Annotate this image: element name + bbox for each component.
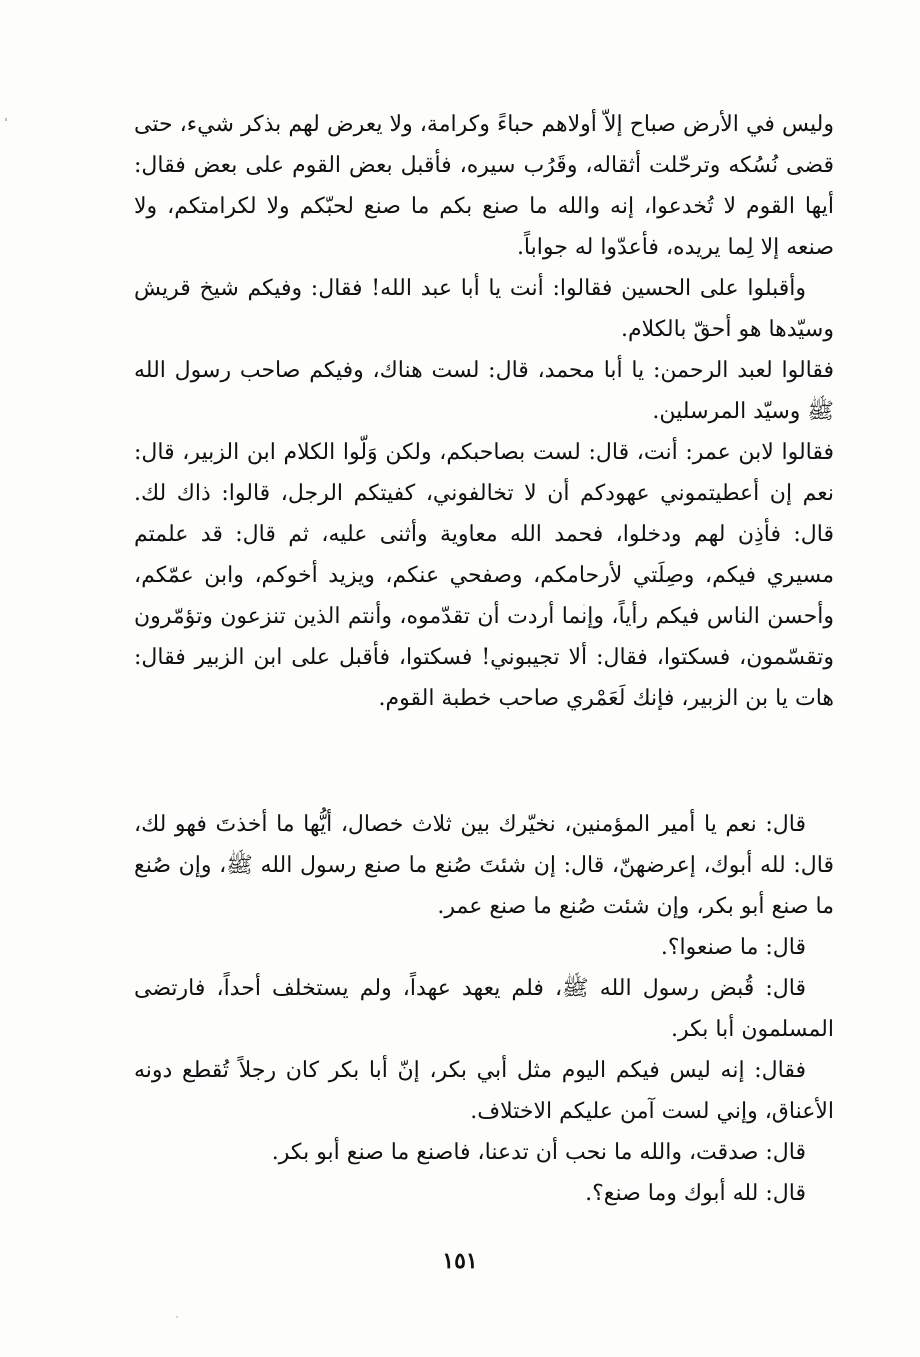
paragraph: قال: لله أبوك وما صنع؟.	[585, 1181, 806, 1206]
paragraph: قال: نعم يا أمير المؤمنين، نخيّرك بين ثلاث خصال، أيُّها ما أخذتَ فهو لك، قال: لله أبوك، إعرضهنّ، قال: إن شئتَ صُنع ما صنع رسول الله ﷺ، وإن صُنع ما صنع أبو بكر، وإن شئت صُنع ما صنع عمر.	[134, 812, 834, 919]
text-block-top	[134, 104, 834, 719]
scan-speck	[176, 1316, 178, 1318]
text-block-bottom	[134, 804, 834, 1214]
paragraph: قال: ما صنعوا؟.	[660, 935, 806, 960]
page-number: ١٥١	[442, 1248, 478, 1274]
paragraph: وأقبلوا على الحسين فقالوا: أنت يا أبا عبد الله! فقال: وفيكم شيخ قريش وسيّدها هو أحقّ بالكلام.	[134, 276, 834, 342]
paragraph: فقالوا لعبد الرحمن: يا أبا محمد، قال: لست هناك، وفيكم صاحب رسول الله ﷺ وسيّد المرسلين.	[134, 358, 834, 424]
scan-margin-mark	[5, 118, 7, 121]
paragraph: قال: قُبض رسول الله ﷺ، فلم يعهد عهداً، ولم يستخلف أحداً، فارتضى المسلمون أبا بكر.	[134, 976, 834, 1042]
paragraph: فقال: إنه ليس فيكم اليوم مثل أبي بكر، إنّ أبا بكر كان رجلاً تُقطع دونه الأعناق، وإني لست آمن عليكم الاختلاف.	[134, 1058, 834, 1124]
paragraph: وليس في الأرض صباح إلاّ أولاهم حباءً وكرامة، ولا يعرض لهم بذكر شيء، حتى قضى نُسُكه وترحّلت أثقاله، وقَرُب سيره، فأقبل بعض القوم على بعض فقال: أيها القوم لا تُخدعوا، إنه والله ما صنع بكم ما صنع لحبّكم ولا لكرامتكم، ولا صنعه إلا لِما يريده، فأعدّوا له جواباً.	[134, 112, 834, 260]
paragraph: قال: صدقت، والله ما نحب أن تدعنا، فاصنع ما صنع أبو بكر.	[271, 1140, 806, 1165]
paragraph: فقالوا لابن عمر: أنت، قال: لست بصاحبكم، ولكن وَلّوا الكلام ابن الزبير، قال: نعم إن أعطيتموني عهودكم أن لا تخالفوني، كفيتكم الرجل، قالوا: ذاك لك. قال: فأذِن لهم ودخلوا، فحمد الله معاوية وأثنى عليه، ثم قال: قد علمتم مسيري فيكم، وصِلَتي لأرحامكم، وصفحي عنكم، ويزيد أخوكم، وابن عمّكم، وأحسن الناس فيكم رأياً، وإنما أردت أن تقدّموه، وأنتم الذين تنزعون وتؤمّرون وتقسّمون، فسكتوا، فقال: ألا تجيبوني! فسكتوا، فأقبل على ابن الزبير فقال: هات يا بن الزبير، فإنك لَعَمْري صاحب خطبة القوم.	[134, 440, 834, 711]
